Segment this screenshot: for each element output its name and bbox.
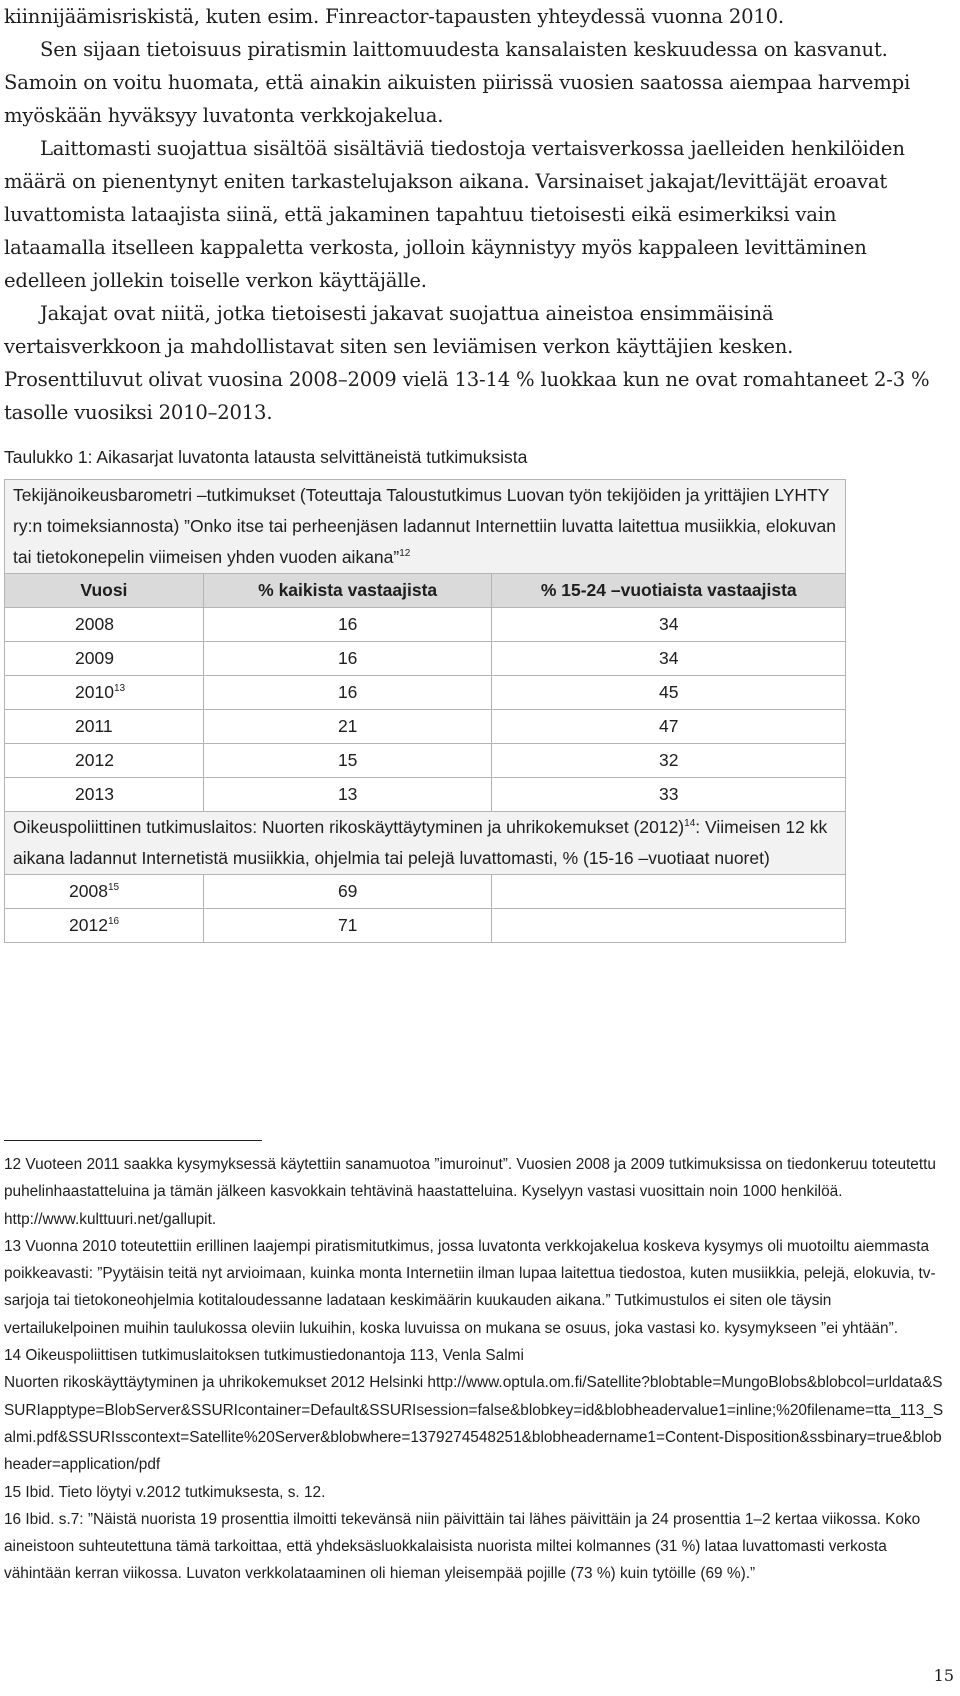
cell-young: 45 xyxy=(492,676,846,710)
cell-young: 33 xyxy=(492,778,846,812)
cell-all: 13 xyxy=(203,778,492,812)
footnote-ref-14: 14 xyxy=(684,818,696,830)
footnote-15: 15 Ibid. Tieto löytyi v.2012 tutkimuksesta, s. 12. xyxy=(4,1483,326,1501)
intro-text: Tekijänoikeusbarometri –tutkimukset (Toteuttaja Taloustutkimus Luovan työn tekijöiden ja yrittäjien LYHTY ry:n toimeksiannosta) ”Onko itse tai perheenjäsen ladannut Internettiin luvatta laitettua musiikkia, elokuvan tai tietokonepelin viimeisen yhden vuoden aikana” xyxy=(13,485,836,567)
cell-value: 71 xyxy=(203,909,492,943)
header-year: Vuosi xyxy=(5,574,204,608)
cell-empty xyxy=(492,875,846,909)
footnote-divider xyxy=(4,1140,262,1141)
footnote-ref-16: 16 xyxy=(107,916,120,928)
cell-year: 2008$^{15}$ xyxy=(5,875,204,909)
table-intro-optula: Oikeuspoliittinen tutkimuslaitos: Nuorten rikoskäyttäytyminen ja uhrikokemukset $(2012)^{14}$: Viimeisen 12 kk aikana ladannut Internetistä musiikkia, ohjelmia tai pelejä luvattomasti, % (15-16 –vuotiaat nuoret) xyxy=(5,812,846,875)
body-text xyxy=(4,0,934,429)
cell-young: 34 xyxy=(492,608,846,642)
footnote-13: 13 Vuonna 2010 toteutettiin erillinen laajempi piratismitutkimus, jossa luvatonta verkkojakelua koskeva kysymys oli muotoiltu aiemmasta poikkeavasti: ”Pyytäisin teitä nyt arvioimaan, kuinka monta Internetiin ilman lupaa laitettua tiedostoa, kuten musiikkia, pelejä, elokuvia, tv-sarjoja tai tietokoneohjelmia kotitaloudessanne ladataan keskimäärin kuukauden aikana.” Tutkimustulos ei siten ole täysin vertailukelpoinen muihin taulukossa oleviin lukuihin, koska luvuissa on mukana se osuus, joka vastasi ko. kysymykseen ”ei yhtään”. xyxy=(4,1237,936,1337)
table-caption: Taulukko 1: Aikasarjat luvatonta latausta selvittäneistä tutkimuksista xyxy=(4,447,528,467)
paragraph-2: Sen sijaan tietoisuus piratismin laittomuudesta kansalaisten keskuudessa on kasvanut. Samoin on voitu huomata, että ainakin aikuisten piirissä vuosien saatossa aiempaa harvempi myöskään hyväksyy luvatonta verkkojakelua. xyxy=(4,38,911,127)
cell-year: 2012 xyxy=(5,744,204,778)
cell-all: 16 xyxy=(203,642,492,676)
cell-year: 2011 xyxy=(5,710,204,744)
cell-all: 21 xyxy=(203,710,492,744)
footnote-12: 12 Vuoteen 2011 saakka kysymyksessä käytettiin sanamuotoa ”imuroinut”. Vuosien 2008 ja 2009 tutkimuksissa on tiedonkeruu toteutettu puhelinhaastatteluina ja tämän jälkeen kasvokkain tehtävinä haastatteluina. Kyselyyn vastasi vuosittain noin 1000 henkilöä. http://www.kulttuuri.net/gallupit. xyxy=(4,1156,936,1228)
cell-young: 34 xyxy=(492,642,846,676)
cell-all: 16 xyxy=(203,676,492,710)
footnote-14: 14 Oikeuspoliittisen tutkimuslaitoksen tutkimustiedonantoja 113, Venla Salmi xyxy=(4,1347,524,1365)
data-table xyxy=(4,479,846,943)
paragraph-1: kiinnijäämisriskistä, kuten esim. Finreactor-tapausten yhteydessä vuonna 2010. xyxy=(4,5,784,28)
table-intro-barometri xyxy=(5,480,846,574)
header-all: % kaikista vastaajista xyxy=(203,574,492,608)
paragraph-3: Laittomasti suojattua sisältöä sisältäviä tiedostoja vertaisverkossa jaelleiden henkilöiden määrä on pienentynyt eniten tarkastelujakson aikana. Varsinaiset jakajat/levittäjät eroavat luvattomista lataajista siinä, että jakaminen tapahtuu tietoisesti eikä esimerkiksi vain lataamalla itselleen kappaletta verkosta, jolloin käynnistyy myös kappaleen levittäminen edelleen jollekin toiselle verkon käyttäjälle. xyxy=(4,137,905,292)
cell-year: 2013 xyxy=(5,778,204,812)
header-young: % 15-24 –vuotiaista vastaajista xyxy=(492,574,846,608)
footnote-16: 16 Ibid. s.7: ”Näistä nuorista 19 prosenttia ilmoitti tekevänsä niin päivittäin tai lähes päivittäin ja 24 prosenttia 1–2 kertaa viikossa. Koko aineistoon suhteutettuna tämä tarkoittaa, että yhdeksäsluokkalaisista nuorista miltei kolmannes (31 %) lataa luvattomasti verkosta vähintään kerran viikossa. Luvaton verkkolataaminen oli hieman yleisempää pojille (73 %) kuin tytöille (69 %).” xyxy=(4,1510,921,1583)
cell-all: 15 xyxy=(203,744,492,778)
cell-young: 47 xyxy=(492,710,846,744)
cell-year: 2008 xyxy=(5,608,204,642)
cell-year: 2010$^{13}$ xyxy=(5,676,204,710)
cell-value: 69 xyxy=(203,875,492,909)
cell-all: 16 xyxy=(203,608,492,642)
footnote-14-link[interactable]: Nuorten rikoskäyttäytyminen ja uhrikokemukset 2012 Helsinki http://www.optula.om.fi/Satellite?blobtable=MungoBlobs&blobcol=urldata&SSURIapptype=BlobServer&SSURIcontainer=Default&SSURIsession=false&blobkey=id&blobheadervalue1=inline;%20filename=tta_113_Salmi.pdf&SSURIsscontext=Satellite%20Server&blobwhere=1379274548251&blobheadername1=Content-Disposition&ssbinary=true&blobheader=application/pdf xyxy=(4,1374,944,1474)
cell-year: 2009 xyxy=(5,642,204,676)
footnotes xyxy=(4,1151,944,1588)
cell-empty xyxy=(492,909,846,943)
footnote-ref-13: 13 xyxy=(113,683,126,695)
cell-young: 32 xyxy=(492,744,846,778)
page-number: 15 xyxy=(933,1666,954,1685)
paragraph-4: Jakajat ovat niitä, jotka tietoisesti jakavat suojattua aineistoa ensimmäisinä vertaisverkkoon ja mahdollistavat siten sen leviämisen verkon käyttäjien kesken. Prosenttiluvut olivat vuosina 2008–2009 vielä 13-14 % luokkaa kun ne ovat romahtaneet 2-3 % tasolle vuosiksi 2010–2013. xyxy=(4,302,930,424)
footnote-ref-15: 15 xyxy=(107,882,120,894)
footnote-ref-12: 12 xyxy=(399,548,411,560)
cell-year: 2012$^{16}$ xyxy=(5,909,204,943)
